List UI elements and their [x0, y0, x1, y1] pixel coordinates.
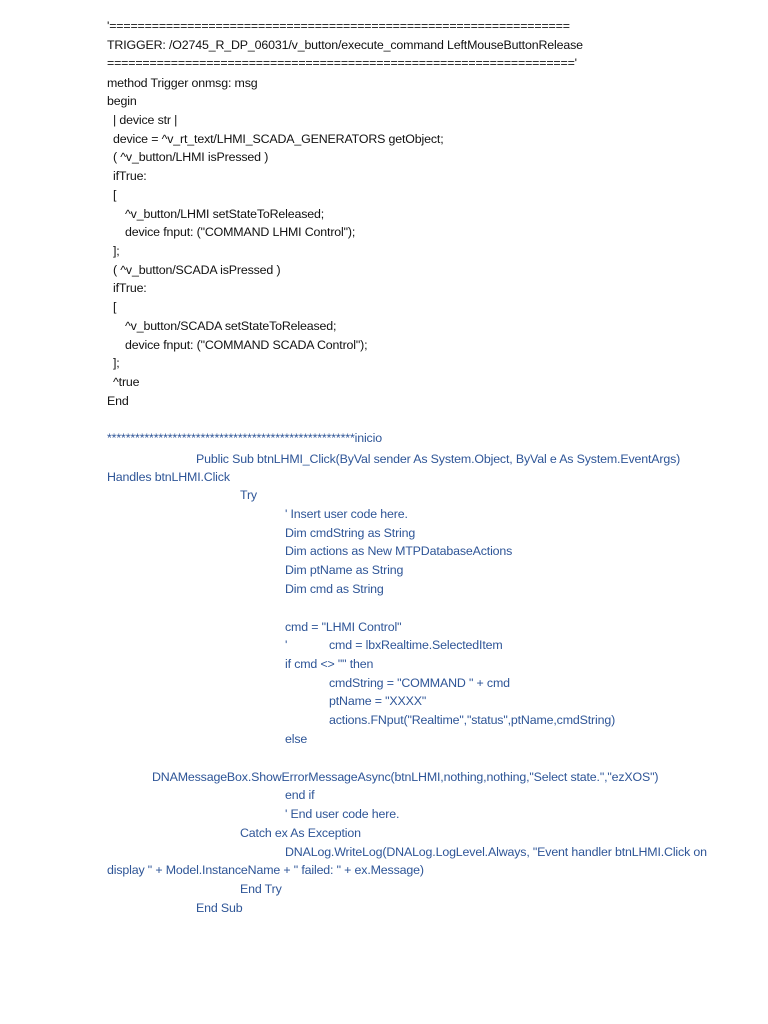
code-line: ( ^v_button/LHMI isPressed )	[113, 150, 269, 164]
code-line: End Try	[240, 882, 282, 896]
code-line: ( ^v_button/SCADA isPressed )	[113, 263, 281, 277]
code-line: Handles btnLHMI.Click	[107, 470, 230, 484]
code-line: Public Sub btnLHMI_Click(ByVal sender As System.Object, ByVal e As System.EventArgs)	[196, 452, 681, 466]
code-line: Dim cmdString as String	[285, 526, 416, 540]
code-line: Dim cmd as String	[285, 582, 384, 596]
code-line: ^true	[113, 375, 140, 389]
code-line: TRIGGER: /O2745_R_DP_06031/v_button/execute_command LeftMouseButtonRelease	[107, 38, 583, 52]
code-line: Dim ptName as String	[285, 563, 404, 577]
code-line: device fnput: ("COMMAND SCADA Control");	[125, 338, 368, 352]
code-line: End Sub	[196, 901, 243, 915]
code-line: device fnput: ("COMMAND LHMI Control");	[125, 225, 356, 239]
code-line: else	[285, 732, 308, 746]
code-line: if cmd <> "" then	[285, 657, 374, 671]
code-line: method Trigger onmsg: msg	[107, 76, 258, 90]
code-line: device = ^v_rt_text/LHMI_SCADA_GENERATORS getObject;	[113, 132, 444, 146]
code-line: actions.FNput("Realtime","status",ptName,cmdString)	[329, 713, 616, 727]
code-line: ifTrue:	[113, 169, 147, 183]
code-line: [	[113, 300, 117, 314]
code-line: ' End user code here.	[285, 807, 400, 821]
code-line: End	[107, 394, 129, 408]
code-line: begin	[107, 94, 137, 108]
code-line: ^v_button/LHMI setStateToReleased;	[125, 207, 325, 221]
code-line: | device str |	[113, 113, 178, 127]
code-line: cmd = lbxRealtime.SelectedItem	[329, 638, 503, 652]
code-line: '=================================================================	[107, 19, 570, 33]
code-line: Try	[240, 488, 257, 502]
code-line: cmd = "LHMI Control"	[285, 620, 402, 634]
code-line: [	[113, 188, 117, 202]
code-line: ];	[113, 244, 120, 258]
code-line: '	[285, 638, 288, 652]
code-line: *****************************************************inicio	[107, 431, 382, 445]
code-line: ptName = "XXXX"	[329, 694, 427, 708]
code-line: ' Insert user code here.	[285, 507, 408, 521]
code-line: end if	[285, 788, 315, 802]
code-line: ^v_button/SCADA setStateToReleased;	[125, 319, 337, 333]
code-line: ];	[113, 356, 120, 370]
code-line: DNAMessageBox.ShowErrorMessageAsync(btnLHMI,nothing,nothing,"Select state.","ezXOS")	[152, 770, 659, 784]
code-line: DNALog.WriteLog(DNALog.LogLevel.Always, "Event handler btnLHMI.Click on	[285, 845, 707, 859]
code-line: Dim actions as New MTPDatabaseActions	[285, 544, 513, 558]
code-line: =================================================================='	[107, 56, 577, 70]
code-line: ifTrue:	[113, 281, 147, 295]
code-line: cmdString = "COMMAND " + cmd	[329, 676, 510, 690]
code-line: display " + Model.InstanceName + " failed: " + ex.Message)	[107, 863, 424, 877]
code-line: Catch ex As Exception	[240, 826, 361, 840]
